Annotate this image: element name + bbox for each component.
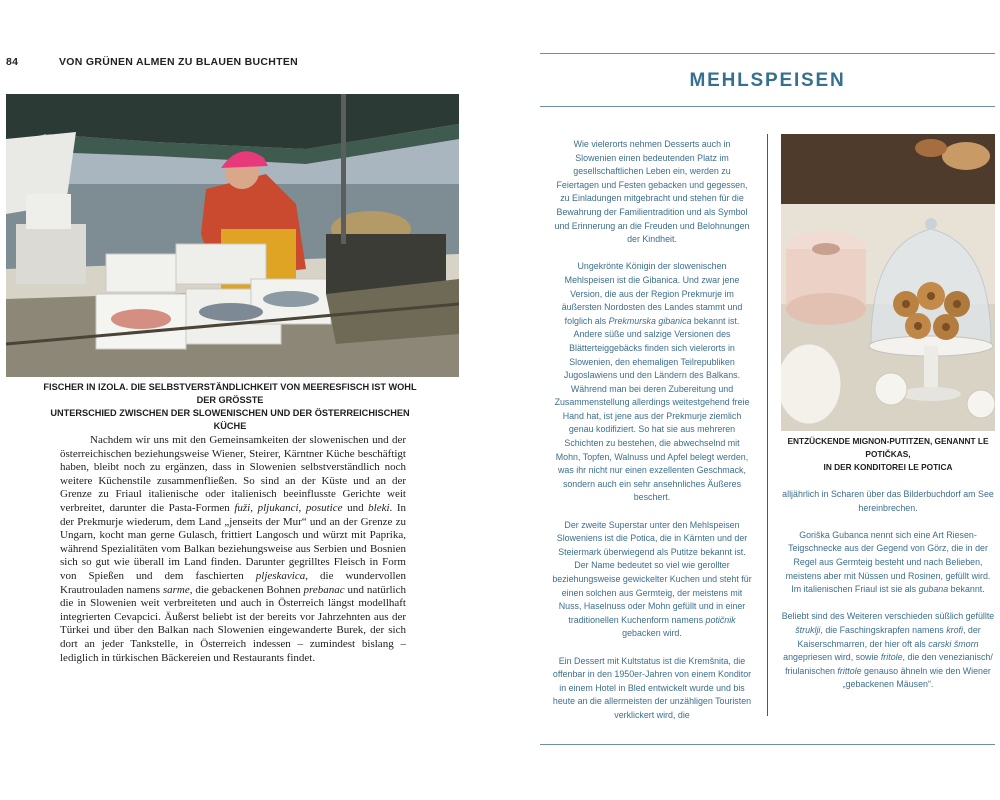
running-head-title: VON GRÜNEN ALMEN ZU BLAUEN BUCHTEN <box>59 56 299 68</box>
column-paragraph: alljährlich in Scharen über das Bilderbuchdorf am See hereinbrechen. <box>782 489 994 513</box>
column-paragraph: Der zweite Superstar unter den Mehlspeisen Sloweniens ist die Potica, die in Kärnten und der Steiermark überwiegend als Putitze bekannt ist. Der Name bedeutet so viel wie gerollter beziehungsweise gewickelter Kuchen und steht für einen solchen aus Germteig, der meistens mit Nuss, Haselnuss oder Mohn gefüllt und in einer traditionellen Kuchenform namens potičnik gebacken wird. <box>552 519 752 639</box>
right-page <box>540 0 1000 800</box>
title-rule <box>540 106 995 107</box>
pastry-photo <box>781 134 995 431</box>
column-paragraph: Goriška Gubanca nennt sich eine Art Riesen-Teigschnecke aus der Gegend von Görz, die in der Regel aus Germteig besteht und nach Belieben, meistens aber mit Nüssen und Rosinen, gefüllt wird. Im italienischen Friaul ist sie als gubana bekannt. <box>785 529 991 595</box>
body-text <box>60 434 406 665</box>
column-paragraph: Beliebt sind des Weiteren verschieden süßlich gefüllte štruklji, die Faschingskrapfen namens krofi, der Kaiserschmarren, der hier oft als carski šmorn angepriesen wird, sowie fritole, die den venezianisch/ friulanischen frittole genauso ähneln wie den Wiener „gebackenen Mäusen“. <box>781 611 995 690</box>
text-column-left <box>552 138 752 736</box>
fisherman-photo <box>6 94 459 377</box>
column-divider <box>767 134 768 716</box>
caption-line: UNTERSCHIED ZWISCHEN DER SLOWENISCHEN UND DER ÖSTERREICHISCHEN KÜCHE <box>50 408 410 431</box>
body-paragraph: Nachdem wir uns mit den Gemeinsamkeiten der slowenischen und der österreichischen beziehungsweise Wiener, Steirer, Kärntner Küche beschäftigt haben, bleibt noch zu ergänzen, dass in Slowenien selbstverständlich noch weitere Küchenstile zusammenfließen. So sind an der Küste und an der Grenze zu Friaul italienische oder italienisch beeinflusste Gerichte weit verbreitet, darunter die Pasta-Formen fuži, pljukanci, posutice und bleki. In der Prekmurje wiederum, dem Land „jenseits der Mur“ und an der Grenze zu Ungarn, kocht man gerne Gulasch, frittiert Langosch und würzt mit Paprika, während Spezialitäten vom Balkan beziehungsweise aus Serbien und Bosnien sich so gut wie überall im Land finden. Darunter gegrilltes Fleisch in Form von Spießen und dem faschierten pljeskavica, die wundervollen Krautrouladen namens sarme, die gebackenen Bohnen prebanac und natürlich die in Slowenien weit verbreiteten und auch in Österreich längst modellhaft integrierten Cevapcici. Äußerst beliebt ist der bereits vor Jahrzehnten aus der Türkei und über den Balkan nach Slowenien eingewanderte Burek, der sich dort an jeder Tankstelle, in Österreich indessen – zumindest bislang – lediglich in türkischen Bäckereien und Restaurants findet. <box>60 434 407 664</box>
top-rule <box>540 53 995 54</box>
photo-caption <box>777 435 999 474</box>
caption-line: IN DER KONDITOREI LE POTICA <box>823 462 953 472</box>
bottom-rule <box>540 744 995 745</box>
section-title: MEHLSPEISEN <box>689 70 846 91</box>
text-column-right <box>781 488 995 706</box>
caption-line: FISCHER IN IZOLA. DIE SELBSTVERSTÄNDLICHKEIT VON MEERESFISCH IST WOHL DER GRÖSSTE <box>43 382 417 405</box>
left-page <box>0 0 485 800</box>
page-number: 84 <box>6 56 19 68</box>
photo-caption <box>40 381 420 433</box>
column-paragraph: Wie vielerorts nehmen Desserts auch in Slowenien einen bedeutenden Platz im gesellschaftlichen Leben ein, werden zu Feiertagen und Festen gebacken und gegessen, zu Einladungen mitgebracht und stehen für die Bewahrung der Familientradition und als Symbol und Erinnerung an die Freuden und Belohnungen der Kindheit. <box>554 139 750 245</box>
column-paragraph: Ein Dessert mit Kultstatus ist die Kremšnita, die offenbar in den 1950er-Jahren von einem Konditor in einem Hotel in Bled entwickelt wurde und bis heute an die allermeisten der unzähligen Touristen verklickert wird, die <box>552 655 752 720</box>
running-head <box>6 56 485 68</box>
caption-line: ENTZÜCKENDE MIGNON-PUTITZEN, GENANNT LE POTIČKAS, <box>787 436 989 459</box>
column-paragraph: Ungekrönte Königin der slowenischen Mehlspeisen ist die Gibanica. Und zwar jene Version, die aus der Region Prekmurje im äußersten Nordosten des Landes stammt und folglich als Prekmurska gibanica bekannt ist. Andere süße und salzige Versionen des Blätterteiggebäcks finden sich vielerorts in Slowenien, den ehemaligen Teilrepubliken Jugoslawiens und den Ländern des Balkans. Während man bei deren Zubereitung und Zusammenstellung allerdings weitestgehend freie Hand hat, ist jene aus der Prekmurje ziemlich genau kodifiziert. So hat sie aus mehreren Schichten zu bestehen, die abwechselnd mit Mohn, Topfen, Walnuss und Apfel belegt werden, was ihr nicht nur einen exzellenten Geschmack, sondern auch ein sehr ansehnliches Äußeres beschert. <box>554 261 750 503</box>
